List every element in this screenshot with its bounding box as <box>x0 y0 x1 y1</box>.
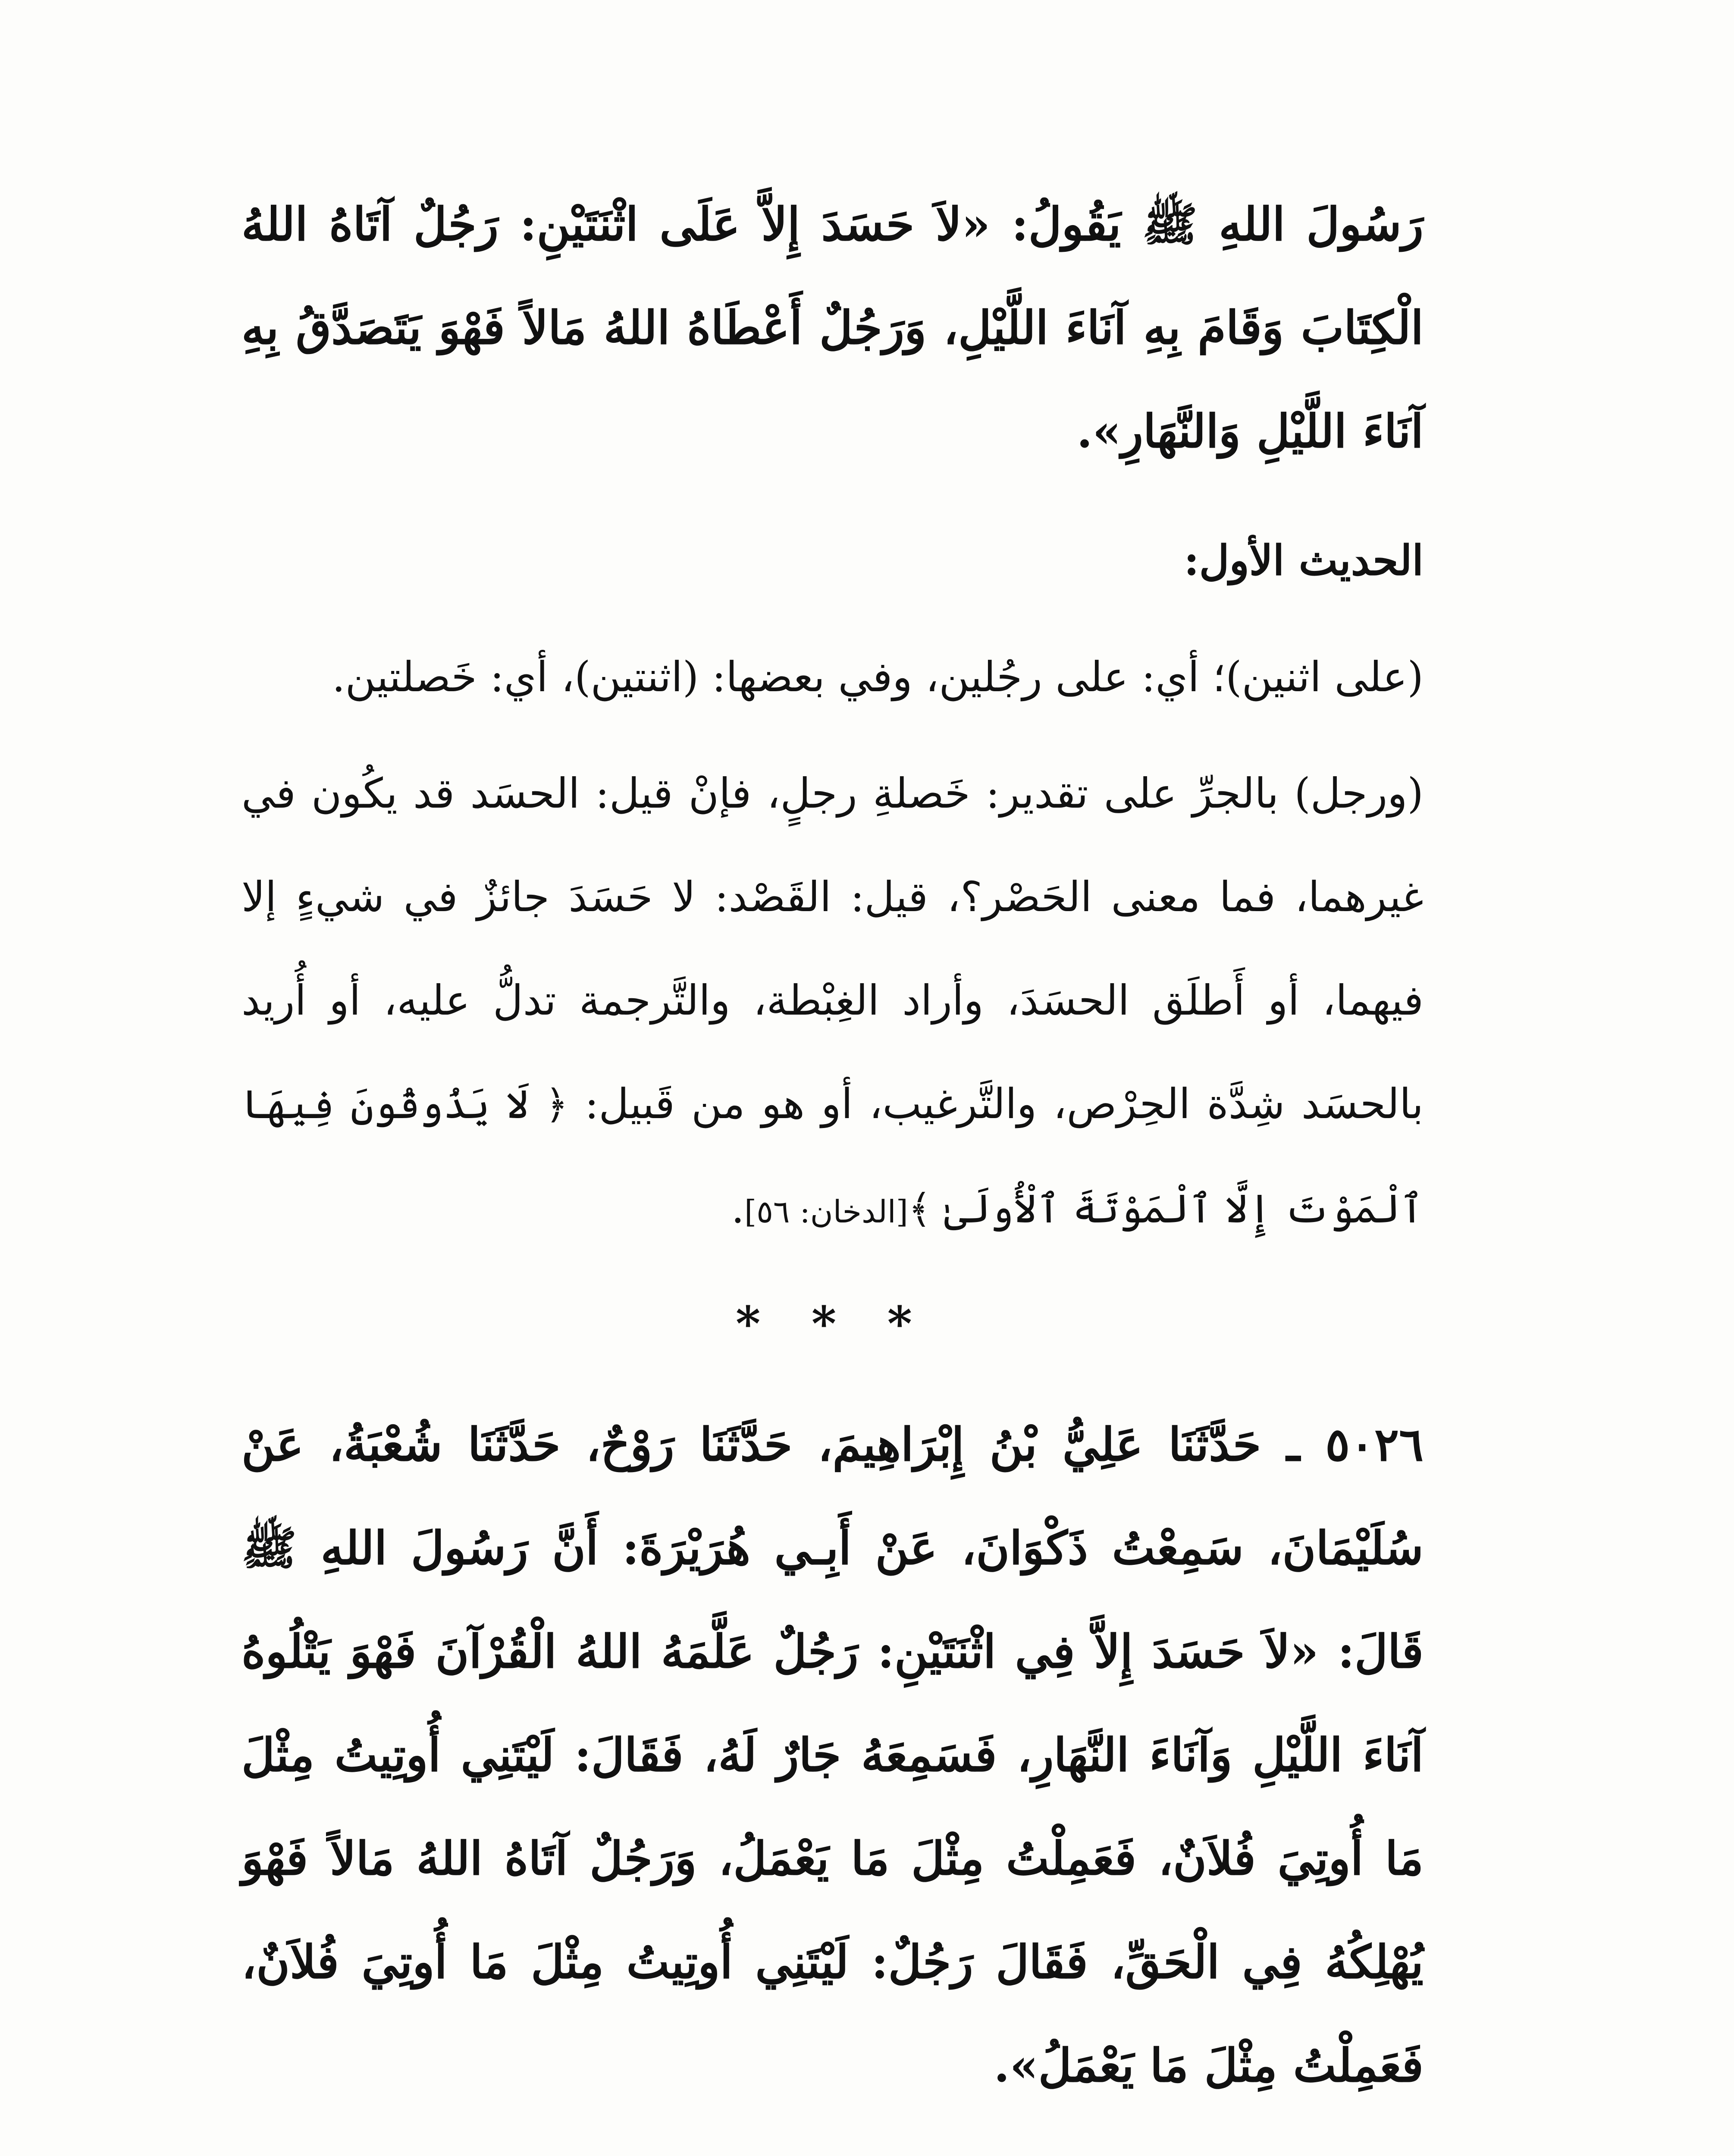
hadith-text: حَدَّثَنَا عَلِيُّ بْنُ إِبْرَاهِيمَ، حَدَّثَنَا رَوْحٌ، حَدَّثَنَا شُعْبَةُ، عَنْ سُلَيْمَانَ، سَمِعْتُ ذَكْوَانَ، عَنْ أَبِـي هُرَيْرَةَ: أَنَّ رَسُولَ اللهِ ﷺ قَالَ: «لاَ حَسَدَ إِلاَّ فِي اثْنَتَيْنِ: رَجُلٌ عَلَّمَهُ اللهُ الْقُرْآنَ فَهْوَ يَتْلُوهُ آنَاءَ اللَّيْلِ وَآنَاءَ النَّهَارِ، فَسَمِعَهُ جَارٌ لَهُ، فَقَالَ: لَيْتَنِي أُوتِيتُ مِثْلَ مَا أُوتِيَ فُلاَنٌ، فَعَمِلْتُ مِثْلَ مَا يَعْمَلُ، وَرَجُلٌ آتَاهُ اللهُ مَالاً فَهْوَ يُهْلِكُهُ فِي الْحَقِّ، فَقَالَ رَجُلٌ: لَيْتَنِي أُوتِيتُ مِثْلَ مَا أُوتِيَ فُلاَنٌ، فَعَمِلْتُ مِثْلَ مَا يَعْمَلُ». <box>241 1417 1424 2092</box>
verse-reference: [الدخان: ٥٦] <box>744 1194 908 1230</box>
commentary-paragraph-1: (على اثنين)؛ أي: على رجُلين، وفي بعضها: (اثنتين)، أي: خَصلتين. <box>332 653 1424 701</box>
section-title: الحديث الأول: <box>1184 536 1424 585</box>
hadith-5026 <box>241 1393 1424 2117</box>
hadith-number: ٥٠٢٦ ـ <box>1286 1417 1424 1471</box>
commentary-paragraph-2 <box>241 742 1424 1263</box>
sentence-end: . <box>731 1184 745 1232</box>
commentary-text: (ورجل) بالجرِّ على تقدير: خَصلةِ رجلٍ، فإنْ قيل: الحسَد قد يكُون في غيرهما، فما معنى الحَصْر؟، قيل: القَصْد: لا حَسَدَ جائزٌ في شيءٍ إلا فيهما، أو أَطلَق الحسَدَ، وأراد الغِبْطة، والتَّرجمة تدلُّ عليه، أو أُريد بالحسَد شِدَّة الحِرْص، والتَّرغيب، أو هو من قَبيل: <box>241 769 1424 1128</box>
quran-verse: ﴿ لَا يَذُوقُونَ فِيهَا ٱلْمَوْتَ إِلَّا ٱلْمَوْتَةَ ٱلْأُولَىٰ ﴾ <box>241 1081 1424 1232</box>
section-separator: * * * <box>735 1296 930 1351</box>
hadith-continuation: رَسُولَ اللهِ ﷺ يَقُولُ: «لاَ حَسَدَ إِلاَّ عَلَى اثْنَتَيْنِ: رَجُلٌ آتَاهُ اللهُ الْكِتَابَ وَقَامَ بِهِ آنَاءَ اللَّيْلِ، وَرَجُلٌ أَعْطَاهُ اللهُ مَالاً فَهْوَ يَتَصَدَّقُ بِهِ آنَاءَ اللَّيْلِ وَالنَّهَارِ». <box>241 197 1424 458</box>
page-body <box>241 172 1424 2117</box>
